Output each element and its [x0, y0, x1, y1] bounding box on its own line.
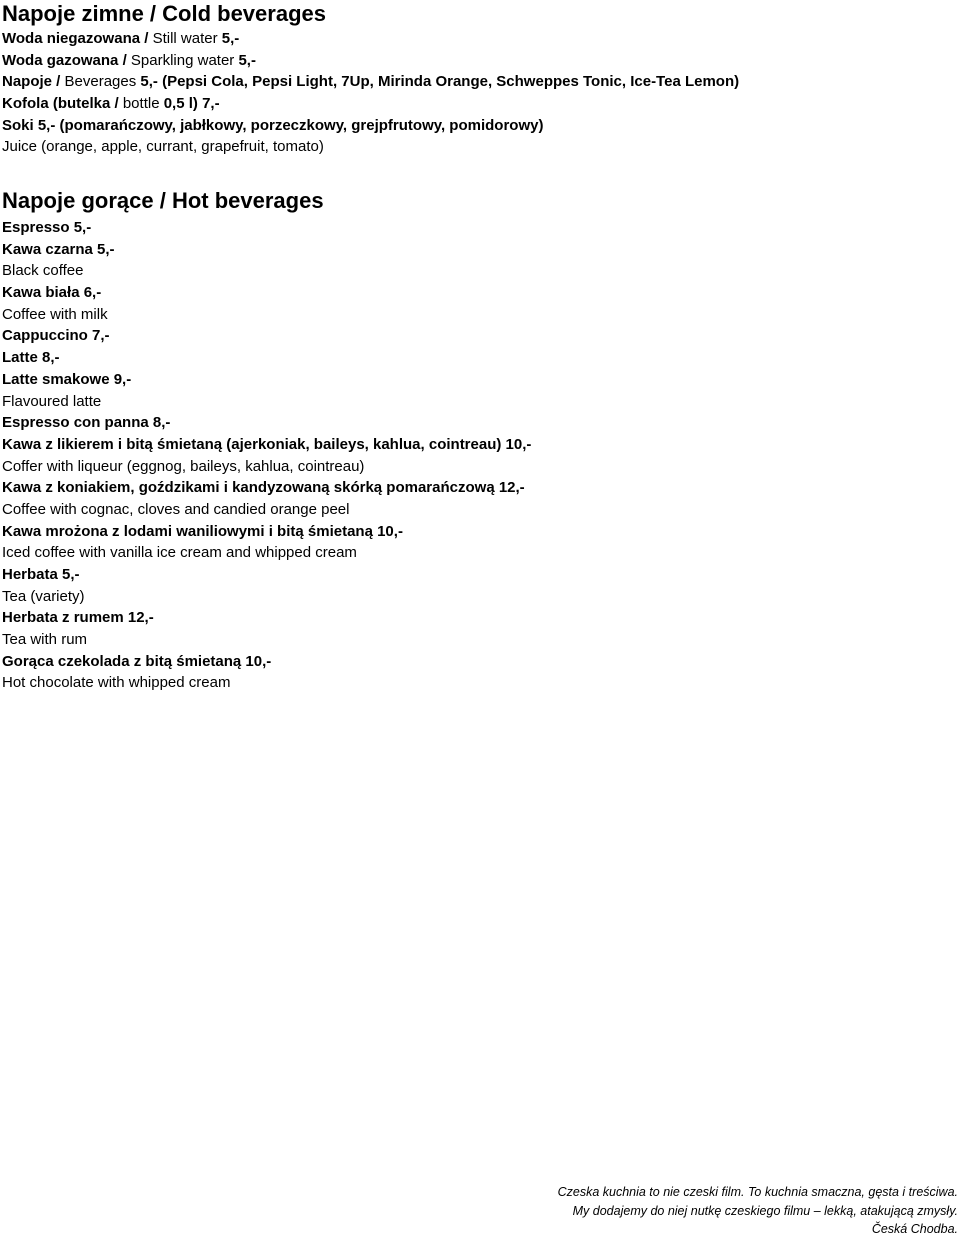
menu-text-regular: Black coffee: [2, 262, 84, 280]
menu-line: [2, 521, 952, 543]
hot-beverages-section: [2, 187, 952, 694]
menu-text-regular: Flavoured latte: [2, 392, 102, 410]
menu-line: [2, 136, 952, 158]
menu-text-bold: Kawa mrożona z lodami waniliowymi i bitą śmietaną 10,-: [2, 522, 403, 540]
menu-text-regular: bottle: [122, 95, 164, 113]
menu-text-bold: Latte 8,-: [2, 349, 60, 367]
menu-text-bold: Soki 5,- (pomarańczowy, jabłkowy, porzeczkowy, grejpfrutowy, pomidorowy): [2, 116, 544, 134]
hot-beverages-list: [2, 217, 952, 694]
menu-text-bold: Napoje /: [2, 73, 65, 91]
menu-text-bold: 5,-: [221, 30, 240, 47]
menu-text-regular: Still water: [152, 30, 222, 47]
menu-line: [2, 456, 952, 478]
menu-text-regular: Tea with rum: [2, 631, 88, 649]
cold-beverages-list: [2, 28, 952, 158]
menu-line: [2, 564, 952, 586]
menu-line: [2, 217, 952, 239]
menu-line: [2, 115, 952, 137]
menu-line: [2, 672, 952, 694]
menu-line: [2, 477, 952, 499]
cold-beverages-section: [2, 0, 952, 158]
menu-text-regular: Coffee with milk: [2, 305, 108, 323]
menu-line: [2, 607, 952, 629]
menu-text-bold: 0,5 l) 7,-: [163, 95, 220, 113]
menu-line: [2, 586, 952, 608]
menu-line: [2, 50, 952, 72]
cold-beverages-heading: Napoje zimne / Cold beverages: [2, 1, 326, 26]
menu-text-bold: Herbata z rumem 12,-: [2, 609, 154, 627]
menu-text-regular: Sparkling water: [130, 51, 239, 69]
menu-text-regular: Coffee with cognac, cloves and candied orange peel: [2, 500, 350, 518]
menu-text-bold: Herbata 5,-: [2, 566, 80, 583]
menu-text-bold: Espresso 5,-: [2, 219, 92, 236]
menu-text-bold: Kawa czarna 5,-: [2, 240, 115, 258]
menu-text-regular: Hot chocolate with whipped cream: [2, 674, 231, 692]
menu-text-regular: Tea (variety): [2, 587, 85, 605]
menu-text-bold: Gorąca czekolada z bitą śmietaną 10,-: [2, 652, 272, 670]
menu-line: [2, 369, 952, 391]
menu-line: [2, 282, 952, 304]
menu-line: [2, 629, 952, 651]
menu-line: [2, 391, 952, 413]
hot-beverages-heading: Napoje gorące / Hot beverages: [2, 188, 324, 213]
footer-line-3: Česká Chodba.: [871, 1222, 958, 1236]
menu-line: [2, 412, 952, 434]
menu-text-regular: Juice (orange, apple, currant, grapefruit, tomato): [2, 138, 324, 156]
menu-line: [2, 93, 952, 115]
menu-line: [2, 651, 952, 673]
menu-text-bold: 5,- (Pepsi Cola, Pepsi Light, 7Up, Mirinda Orange, Schweppes Tonic, Ice-Tea Lemon): [140, 73, 740, 91]
menu-line: [2, 325, 952, 347]
menu-line: [2, 239, 952, 261]
menu-text-bold: Espresso con panna 8,-: [2, 414, 171, 432]
menu-line: [2, 542, 952, 564]
menu-text-bold: Latte smakowe 9,-: [2, 370, 132, 388]
menu-line: [2, 304, 952, 326]
menu-line: [2, 260, 952, 282]
footer-line-1: Czeska kuchnia to nie czeski film. To kuchnia smaczna, gęsta i treściwa.: [557, 1185, 958, 1199]
menu-text-bold: Kawa z likierem i bitą śmietaną (ajerkoniak, baileys, kahlua, cointreau) 10,-: [2, 435, 532, 453]
menu-line: [2, 499, 952, 521]
footer-line-2: My dodajemy do niej nutkę czeskiego filmu – lekką, atakującą zmysły.: [572, 1203, 958, 1218]
footer-tagline: [358, 1183, 958, 1239]
menu-line: [2, 71, 952, 93]
menu-line: [2, 347, 952, 369]
menu-text-bold: Kawa biała 6,-: [2, 284, 102, 302]
menu-text-bold: 5,-: [238, 51, 256, 69]
menu-text-regular: Coffer with liqueur (eggnog, baileys, kahlua, cointreau): [2, 457, 365, 475]
menu-text-regular: Beverages: [64, 73, 141, 91]
menu-text-bold: Woda niegazowana /: [2, 30, 153, 47]
menu-text-bold: Cappuccino 7,-: [2, 327, 110, 345]
menu-text-bold: Kofola (butelka /: [2, 95, 123, 113]
menu-line: [2, 28, 952, 50]
menu-line: [2, 434, 952, 456]
menu-text-bold: Kawa z koniakiem, goździkami i kandyzowaną skórką pomarańczową 12,-: [2, 479, 525, 497]
menu-text-regular: Iced coffee with vanilla ice cream and whipped cream: [2, 544, 357, 562]
menu-text-bold: Woda gazowana /: [2, 51, 131, 69]
